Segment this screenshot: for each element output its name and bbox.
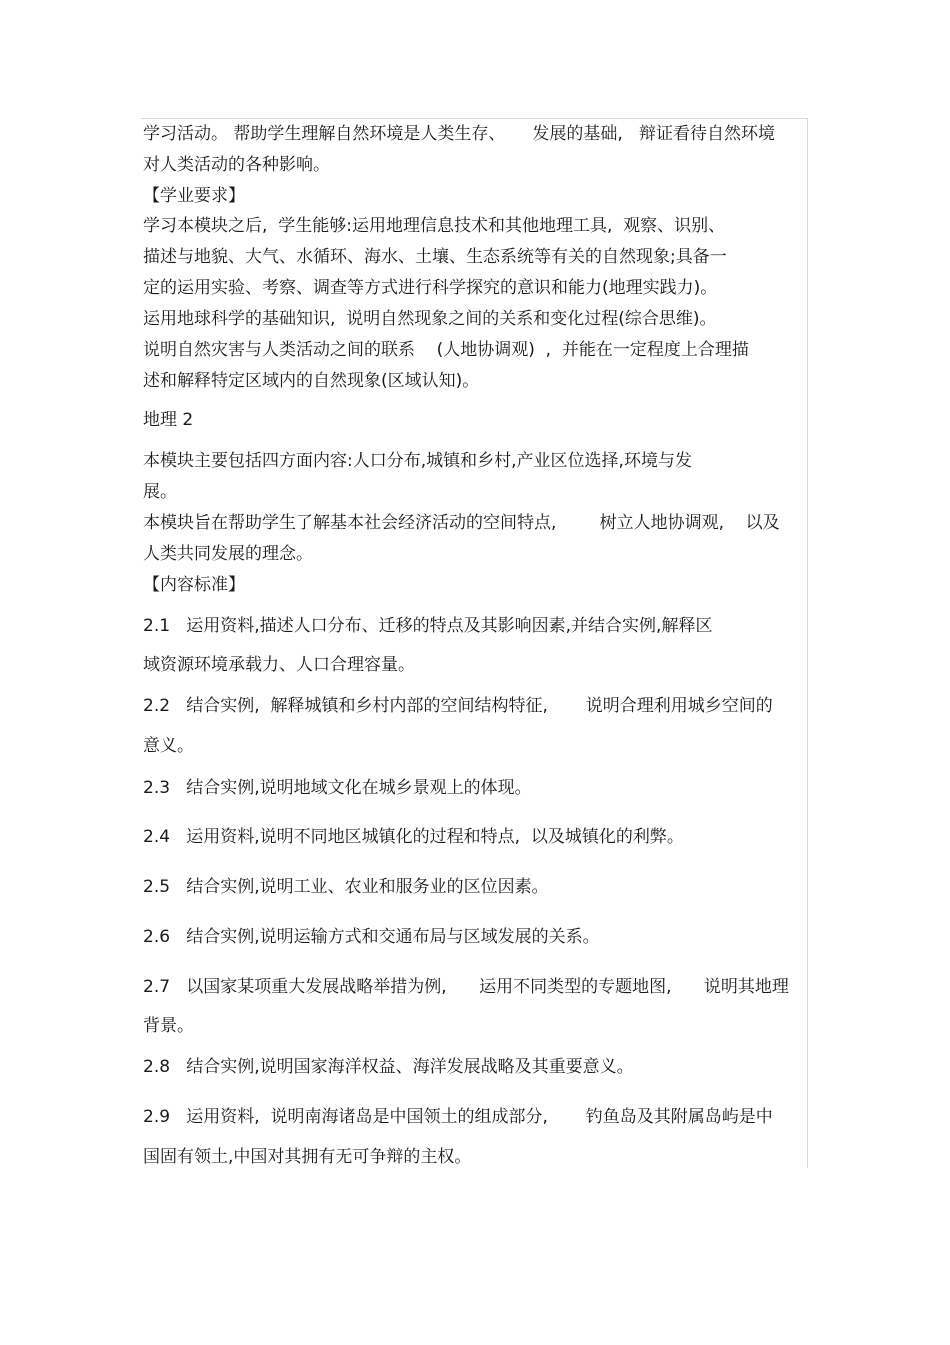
academic-req-line-3: 定的运用实验、考察、调查等方式进行科学探究的意识和能力(地理实践力)。: [143, 278, 718, 298]
academic-req-line-6: 述和解释特定区域内的自然现象(区域认知)。: [143, 371, 480, 391]
standard-2-2-line-2: 意义。: [143, 736, 194, 756]
intro-line-1: 学习活动。 帮助学生理解自然环境是人类生存、 发展的基础, 辩证看待自然环境: [143, 124, 776, 144]
standard-2-4: 2.4 运用资料,说明不同地区城镇化的过程和特点, 以及城镇化的利弊。: [143, 827, 684, 847]
standard-2-7-line-1: 2.7 以国家某项重大发展战略举措为例, 运用不同类型的专题地图, 说明其地理: [143, 977, 789, 997]
standard-2-2-line-1: 2.2 结合实例, 解释城镇和乡村内部的空间结构特征, 说明合理利用城乡空间的: [143, 696, 773, 716]
standard-2-6: 2.6 结合实例,说明运输方式和交通布局与区域发展的关系。: [143, 927, 600, 947]
standard-2-9-line-2: 国固有领土,中国对其拥有无可争辩的主权。: [143, 1147, 472, 1167]
module-summary-line-2: 展。: [143, 482, 177, 502]
academic-req-line-5: 说明自然灾害与人类活动之间的联系 (人地协调观) , 并能在一定程度上合理描: [143, 340, 749, 360]
page-frame: [141, 118, 808, 1168]
content-standards-heading: 【内容标准】: [143, 575, 245, 595]
academic-req-line-4: 运用地球科学的基础知识, 说明自然现象之间的关系和变化过程(综合思维)。: [143, 309, 717, 329]
standard-2-9-line-1: 2.9 运用资料, 说明南海诸岛是中国领土的组成部分, 钓鱼岛及其附属岛屿是中: [143, 1107, 773, 1127]
module-summary-line-1: 本模块主要包括四方面内容:人口分布,城镇和乡村,产业区位选择,环境与发: [143, 451, 692, 471]
standard-2-1-line-2: 域资源环境承载力、人口合理容量。: [143, 655, 415, 675]
module-title: 地理 2: [143, 410, 194, 430]
academic-requirements-heading: 【学业要求】: [143, 186, 245, 206]
module-aim-line-2: 人类共同发展的理念。: [143, 544, 313, 564]
standard-2-7-line-2: 背景。: [143, 1016, 194, 1036]
standard-2-3: 2.3 结合实例,说明地域文化在城乡景观上的体现。: [143, 778, 532, 798]
standard-2-5: 2.5 结合实例,说明工业、农业和服务业的区位因素。: [143, 877, 549, 897]
standard-2-8: 2.8 结合实例,说明国家海洋权益、海洋发展战略及其重要意义。: [143, 1057, 634, 1077]
standard-2-1-line-1: 2.1 运用资料,描述人口分布、迁移的特点及其影响因素,并结合实例,解释区: [143, 616, 713, 636]
academic-req-line-2: 描述与地貌、大气、水循环、海水、土壤、生态系统等有关的自然现象;具备一: [143, 247, 727, 267]
module-aim-line-1: 本模块旨在帮助学生了解基本社会经济活动的空间特点, 树立人地协调观, 以及: [143, 513, 780, 533]
intro-line-2: 对人类活动的各种影响。: [143, 155, 330, 175]
academic-req-line-1: 学习本模块之后, 学生能够:运用地理信息技术和其他地理工具, 观察、识别、: [143, 216, 726, 236]
